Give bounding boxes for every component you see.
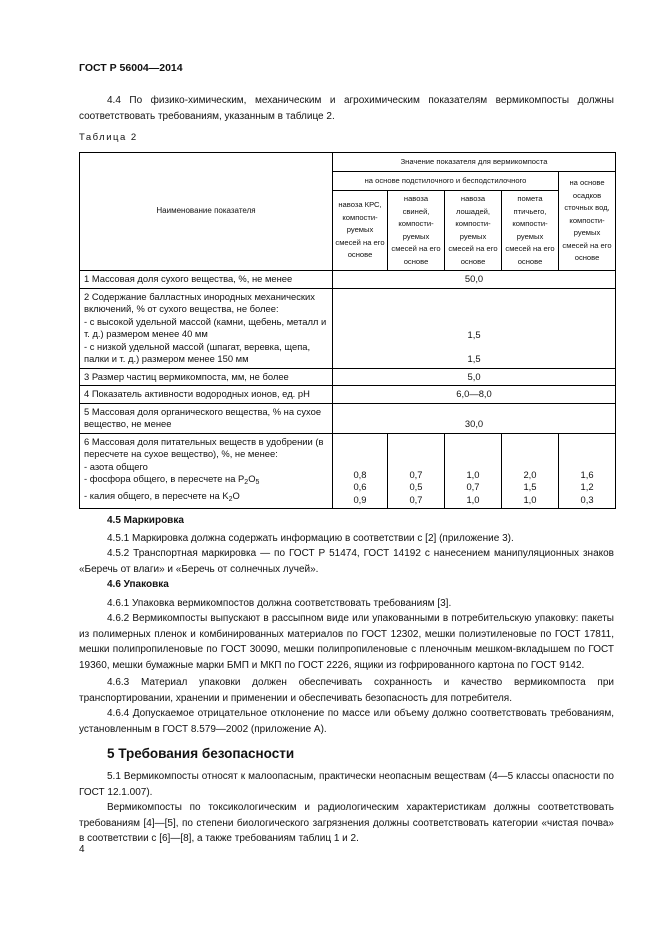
value-cattle: 0,8 0,6 0,9: [333, 433, 388, 509]
row-value-sub: 1,5: [467, 353, 481, 364]
requirements-table: [79, 152, 616, 509]
paragraph-4-5-1: 4.5.1 Маркировка должна содержать информацию в соответствии с [2] (приложение 3).: [107, 533, 514, 544]
row-label-main: 6 Массовая доля питательных веществ в удобрении (в пересчете на сухое вещество), %, не менее:: [84, 435, 324, 459]
row-label: 5 Массовая доля органического вещества, % на сухое вещество, не менее: [80, 403, 333, 433]
paragraph-4-6-2: 4.6.2 Вермикомпосты выпускают в рассыпном виде или упакованными в потребительскую упаковку: пакеты из полимерных пленок и комбинированных материалов по ГОСТ 12302, мешки полиэтиленовые по ГОСТ 17811, мешки полипропиленовые по ГОСТ 30090, мешки полипропиленовые с пленочным мешком-вкладышем по ГОСТ 19360, мешки бумажные марки БМП и МКП по ГОСТ 2226, ящики из гофрированного картона по ГОСТ 9142.: [79, 613, 614, 671]
paragraph-5-1: 5.1 Вермикомпосты относят к малоопасным, практически неопасным веществам (4—5 классы опасности по ГОСТ 12.1.007).: [79, 771, 614, 798]
paragraph-4-6-4: 4.6.4 Допускаемое отрицательное отклонение по массе или объему должно соответствовать требованиям, установленным в ГОСТ 8.579—2002 (приложение А).: [79, 708, 614, 735]
section-4-5-title: 4.5 Маркировка: [107, 515, 184, 526]
col-header-poultry: помета птичьего, компости-руемых смесей на его основе: [502, 191, 559, 271]
table-header-row: [80, 153, 616, 172]
row-value: 5,0: [333, 368, 616, 386]
value-sewage: 1,6 1,2 0,3: [559, 433, 616, 509]
table-caption: Таблица 2: [79, 132, 138, 143]
table-row: [80, 386, 616, 404]
row-label-sub: - с низкой удельной массой (шпагат, веревка, щепа, палки и т. д.) размером менее 150 мм: [84, 340, 311, 364]
section-4-6-title: 4.6 Упаковка: [107, 579, 169, 590]
row-label: 1 Массовая доля сухого вещества, %, не менее: [80, 271, 333, 289]
document-header: ГОСТ Р 56004—2014: [79, 62, 183, 74]
row-label-sub: - с высокой удельной массой (камни, щебень, металл и т. д.) размером менее 40 мм: [84, 315, 327, 339]
table-row: [80, 271, 616, 289]
paragraph-4-5-2: 4.5.2 Транспортная маркировка — по ГОСТ Р 51474, ГОСТ 14192 с нанесением манипуляционных знаков «Беречь от влаги» и «Беречь от солнечных лучей».: [79, 548, 614, 575]
col-header-value-group: Значение показателя для вермикомпоста: [333, 153, 616, 172]
col-header-bedding-group: на основе подстилочного и бесподстилочного: [333, 172, 559, 191]
row-value: 6,0—8,0: [333, 386, 616, 404]
row-value: [333, 288, 616, 368]
col-header-sewage: на основе осадков сточных вод, компости-руемых смесей на его основе: [559, 172, 616, 271]
row-value: 30,0: [333, 403, 616, 433]
row-label-main: 2 Содержание балластных инородных механических включений, % от сухого вещества, не более:: [84, 290, 315, 314]
col-header-pigs: навоза свиней, компости-руемых смесей на его основе: [388, 191, 445, 271]
row-label-sub: - фосфора общего, в пересчете на $P_2O_5$: [84, 473, 260, 486]
table-row: [80, 368, 616, 386]
value-horses: 1,0 0,7 1,0: [445, 433, 502, 509]
section-5-title: 5 Требования безопасности: [107, 746, 295, 761]
row-value: 50,0: [333, 271, 616, 289]
table-row: [80, 433, 616, 509]
row-label: 3 Размер частиц вермикомпоста, мм, не более: [80, 368, 333, 386]
col-header-cattle: навоза КРС, компости-руемых смесей на его основе: [333, 191, 388, 271]
value-poultry: 2,0 1,5 1,0: [502, 433, 559, 509]
table-row: [80, 403, 616, 433]
row-label-sub: - азота общего: [84, 460, 148, 472]
row-label: [80, 433, 333, 509]
col-header-name: Наименование показателя: [80, 153, 333, 271]
row-label: [80, 288, 333, 368]
paragraph-5-2: Вермикомпосты по токсикологическим и радиологическим характеристикам должны соответствовать требованиям [4]—[5], по степени биологического загрязнения должны соответствовать категории «чистая почва» в соответствии с [6]—[8], а также требованиям таблиц 1 и 2.: [79, 802, 614, 844]
row-label-sub: - калия общего, в пересчете на $K_2O$: [84, 489, 240, 503]
col-header-horses: навоза лошадей, компости-руемых смесей на его основе: [445, 191, 502, 271]
table-row: [80, 288, 616, 368]
paragraph-4-6-3: 4.6.3 Материал упаковки должен обеспечивать сохранность и качество вермикомпоста при транспортировании, хранении и применении и обеспечивать безопасность для потребителя.: [79, 677, 614, 704]
row-label: 4 Показатель активности водородных ионов, ед. рН: [80, 386, 333, 404]
row-value-sub: 1,5: [467, 328, 481, 340]
paragraph-4-4: 4.4 По физико-химическим, механическим и агрохимическим показателям вермикомпосты должны соответствовать требованиям, указанным в таблице 2.: [79, 95, 614, 122]
page-number: 4: [79, 844, 85, 855]
value-pigs: 0,7 0,5 0,7: [388, 433, 445, 509]
paragraph-4-6-1: 4.6.1 Упаковка вермикомпостов должна соответствовать требованиям [3].: [107, 598, 452, 609]
